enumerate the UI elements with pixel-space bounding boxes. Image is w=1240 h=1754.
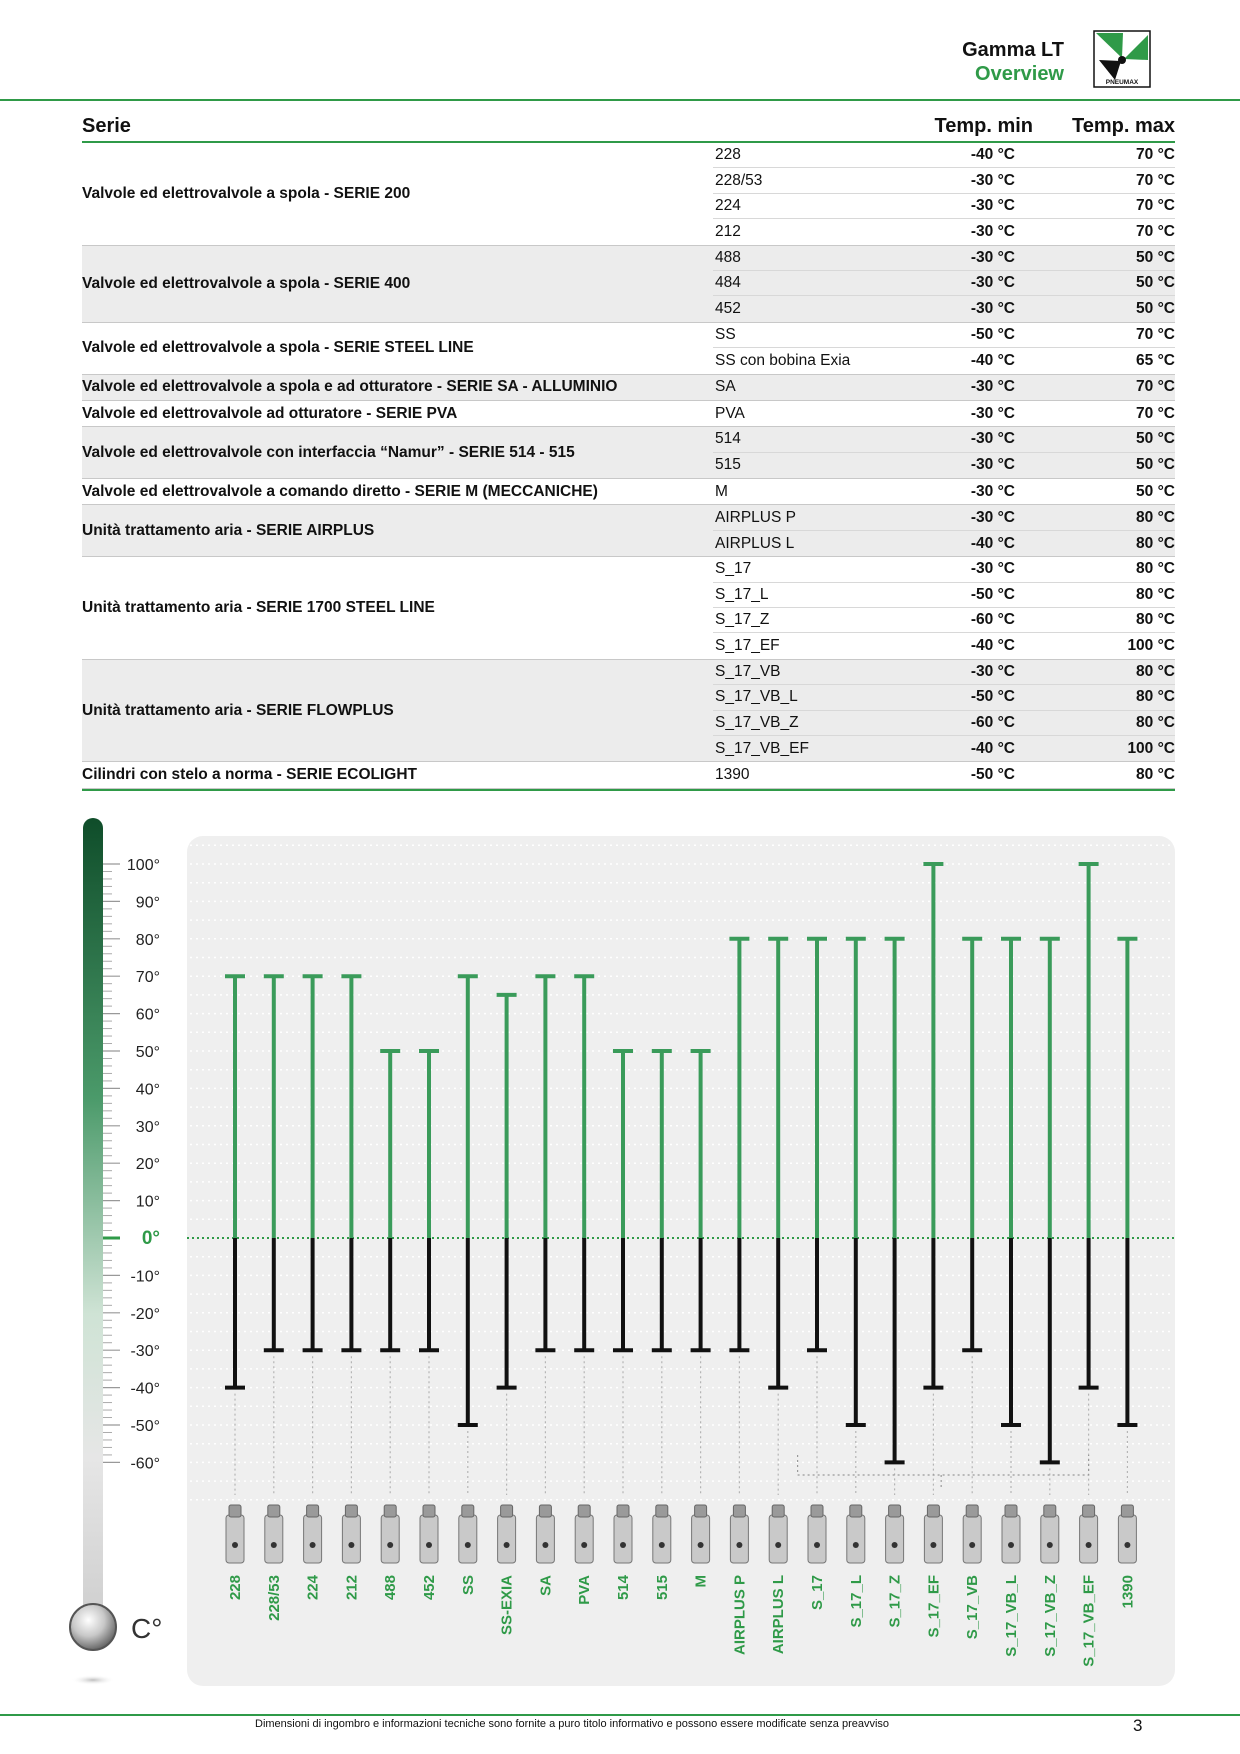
product-icon <box>963 1505 981 1563</box>
product-top <box>268 1505 280 1517</box>
product-port <box>465 1542 471 1548</box>
product-top <box>307 1505 319 1517</box>
y-tick-label: 100° <box>126 857 160 874</box>
product-body <box>886 1515 904 1563</box>
y-tick-label: 80° <box>135 931 160 949</box>
product-top <box>617 1505 629 1517</box>
group-bracket <box>798 1455 1089 1488</box>
category-label: 212 <box>343 1575 361 1601</box>
product-top <box>384 1505 396 1517</box>
product-top <box>1121 1505 1133 1517</box>
product-body <box>304 1515 322 1563</box>
product-icon <box>265 1505 283 1563</box>
product-code: S_17_VB_EF <box>715 739 809 757</box>
product-code: S_17_L <box>715 585 769 603</box>
temp-max: 80 °C <box>1136 766 1175 784</box>
y-tick-label: -30° <box>130 1343 160 1361</box>
product-body <box>265 1515 283 1563</box>
product-port <box>348 1542 354 1548</box>
product-code: S_17 <box>715 560 752 578</box>
product-port <box>698 1542 704 1548</box>
product-top <box>462 1505 474 1517</box>
product-code: S_17_VB_L <box>715 688 798 706</box>
product-code: PVA <box>715 404 745 422</box>
product-icon <box>342 1505 360 1563</box>
product-top <box>229 1505 241 1517</box>
product-icon <box>304 1505 322 1563</box>
temp-max: 70 °C <box>1136 171 1175 189</box>
product-port <box>504 1542 510 1548</box>
unit-label: C° <box>131 1613 163 1644</box>
product-body <box>381 1515 399 1563</box>
product-icon <box>1041 1505 1059 1563</box>
series-name: Valvole ed elettrovalvole con interfaccia “Namur” - SERIE 514 - 515 <box>82 443 575 461</box>
product-body <box>924 1515 942 1563</box>
temp-min: -30 °C <box>970 663 1015 680</box>
series-name: Unità trattamento aria - SERIE AIRPLUS <box>82 521 375 539</box>
temp-max: 80 °C <box>1136 534 1175 552</box>
product-body <box>498 1515 516 1563</box>
product-top <box>345 1505 357 1517</box>
product-body <box>459 1515 477 1563</box>
product-icon <box>459 1505 477 1563</box>
product-port <box>232 1542 238 1548</box>
product-body <box>1041 1515 1059 1563</box>
header-title: Gamma LT <box>962 39 1064 61</box>
y-tick-label: -50° <box>130 1418 160 1435</box>
y-tick-label: 70° <box>135 969 160 987</box>
product-top <box>656 1505 668 1517</box>
category-label: 452 <box>421 1575 438 1601</box>
product-body <box>653 1515 671 1563</box>
product-code: 484 <box>715 274 741 292</box>
product-code: SA <box>715 378 736 396</box>
product-body <box>575 1515 593 1563</box>
product-code: 224 <box>715 196 741 214</box>
temp-min: -30 °C <box>970 560 1015 578</box>
temp-max: 80 °C <box>1136 688 1175 706</box>
temp-max: 80 °C <box>1136 508 1175 526</box>
temp-min: -30 °C <box>970 430 1015 448</box>
y-tick-label: 60° <box>135 1006 160 1024</box>
product-body <box>1002 1515 1020 1563</box>
category-label: 228 <box>227 1575 244 1601</box>
product-top <box>733 1505 745 1517</box>
product-port <box>620 1542 626 1548</box>
product-port <box>969 1542 975 1548</box>
category-label: SA <box>537 1575 555 1596</box>
temp-max: 70 °C <box>1136 325 1175 343</box>
y-tick-label: 30° <box>135 1118 160 1136</box>
series-name: Valvole ed elettrovalvole ad otturatore - SERIE PVA <box>82 404 458 422</box>
footer-rule <box>0 1714 1240 1716</box>
category-label: M <box>692 1575 710 1588</box>
product-body <box>769 1515 787 1563</box>
temp-min: -40 °C <box>970 637 1015 655</box>
temp-min: -30 °C <box>970 196 1015 214</box>
temp-max: 70 °C <box>1136 404 1175 422</box>
product-body <box>614 1515 632 1563</box>
temp-max: 100 °C <box>1127 739 1175 757</box>
y-tick-label: 0° <box>141 1228 160 1249</box>
category-label: 488 <box>382 1575 400 1601</box>
temp-max: 70 °C <box>1136 146 1175 164</box>
product-port <box>271 1542 277 1548</box>
product-code: M <box>715 482 728 500</box>
product-port <box>930 1542 936 1548</box>
temp-min: -30 °C <box>970 171 1015 189</box>
temp-min: -60 °C <box>970 611 1015 629</box>
temp-max: 50 °C <box>1136 274 1175 292</box>
product-body <box>692 1515 710 1563</box>
product-port <box>736 1542 742 1548</box>
product-top <box>966 1505 978 1517</box>
product-body <box>808 1515 826 1563</box>
temp-min: -30 °C <box>970 248 1015 266</box>
product-port <box>659 1542 665 1548</box>
header-temp-max: Temp. max <box>1072 115 1175 137</box>
category-label: S_17_VB_EF <box>1080 1575 1098 1667</box>
product-body <box>536 1515 554 1563</box>
series-name: Valvole ed elettrovalvole a spola - SERIE STEEL LINE <box>82 339 474 357</box>
product-icon <box>847 1505 865 1563</box>
product-icon <box>808 1505 826 1563</box>
thermometer-shadow <box>71 1675 115 1685</box>
category-label: 514 <box>615 1575 632 1601</box>
y-tick-label: -40° <box>130 1380 160 1398</box>
product-icon <box>924 1505 942 1563</box>
temp-min: -50 °C <box>970 585 1015 603</box>
thermometer-tube <box>83 818 103 1618</box>
product-top <box>889 1505 901 1517</box>
temp-min: -40 °C <box>970 739 1015 757</box>
product-port <box>387 1542 393 1548</box>
product-top <box>927 1505 939 1517</box>
product-icon <box>536 1505 554 1563</box>
product-icon <box>498 1505 516 1563</box>
temp-min: -50 °C <box>970 688 1015 706</box>
y-tick-label: -20° <box>130 1305 160 1323</box>
category-label: S_17_VB_L <box>1003 1575 1020 1657</box>
product-body <box>420 1515 438 1563</box>
category-label: S_17_Z <box>886 1575 904 1628</box>
product-body <box>1118 1515 1136 1563</box>
product-body <box>730 1515 748 1563</box>
y-tick-label: 20° <box>135 1156 160 1174</box>
category-label: S_17 <box>809 1575 826 1611</box>
product-icon <box>1002 1505 1020 1563</box>
y-tick-label: 10° <box>135 1193 160 1211</box>
temp-max: 80 °C <box>1136 585 1175 603</box>
product-body <box>226 1515 244 1563</box>
header-subtitle: Overview <box>975 63 1064 85</box>
product-code: SS con bobina Exia <box>715 351 851 369</box>
temp-min: -30 °C <box>970 378 1015 396</box>
product-port <box>1008 1542 1014 1548</box>
y-tick-label: 90° <box>135 894 160 912</box>
category-label: 228/53 <box>265 1575 283 1621</box>
product-code: 212 <box>715 222 741 240</box>
category-label: S_17_L <box>847 1575 865 1628</box>
product-top <box>501 1505 513 1517</box>
temp-max: 50 °C <box>1136 300 1175 318</box>
page-number: 3 <box>1133 1716 1143 1735</box>
product-port <box>310 1542 316 1548</box>
header-temp-min: Temp. min <box>934 115 1033 137</box>
y-tick-label: -10° <box>130 1268 160 1286</box>
y-tick-label: -60° <box>130 1455 160 1473</box>
series-name: Unità trattamento aria - SERIE 1700 STEEL LINE <box>82 599 435 617</box>
temp-max: 50 °C <box>1136 482 1175 500</box>
series-name: Cilindri con stelo a norma - SERIE ECOLIGHT <box>82 766 418 784</box>
product-icon <box>575 1505 593 1563</box>
product-code: 515 <box>715 456 741 474</box>
temp-min: -50 °C <box>970 325 1015 343</box>
temp-min: -30 °C <box>970 274 1015 292</box>
product-top <box>539 1505 551 1517</box>
temp-max: 70 °C <box>1136 378 1175 396</box>
product-port <box>1086 1542 1092 1548</box>
temp-min: -30 °C <box>970 404 1015 422</box>
category-label: SS <box>459 1575 477 1596</box>
product-top <box>423 1505 435 1517</box>
product-icon <box>226 1505 244 1563</box>
header-series: Serie <box>82 115 131 137</box>
product-icon <box>692 1505 710 1563</box>
temp-max: 70 °C <box>1136 222 1175 240</box>
temp-min: -30 °C <box>970 456 1015 474</box>
product-top <box>578 1505 590 1517</box>
product-top <box>811 1505 823 1517</box>
temp-max: 50 °C <box>1136 430 1175 448</box>
x-axis-labels <box>226 1505 1136 1667</box>
product-top <box>772 1505 784 1517</box>
logo-text: PNEUMAX <box>1105 79 1139 86</box>
product-top <box>1005 1505 1017 1517</box>
product-code: 228 <box>715 146 741 164</box>
product-port <box>426 1542 432 1548</box>
product-code: 228/53 <box>715 171 763 189</box>
series-name: Valvole ed elettrovalvole a comando diretto - SERIE M (MECCANICHE) <box>82 482 598 500</box>
product-port <box>542 1542 548 1548</box>
series-name: Valvole ed elettrovalvole a spola e ad otturatore - SERIE SA - ALLUMINIO <box>82 378 618 396</box>
series-name: Valvole ed elettrovalvole a spola - SERIE 400 <box>82 274 411 292</box>
product-code: 514 <box>715 430 741 448</box>
category-label: AIRPLUS L <box>770 1575 788 1655</box>
footer-note: Dimensioni di ingombro e informazioni tecniche sono fornite a puro titolo informativo e possono essere modificate senza preavviso <box>255 1718 890 1730</box>
product-code: S_17_VB <box>715 663 781 680</box>
temp-min: -40 °C <box>970 534 1015 552</box>
y-tick-label: 50° <box>135 1044 160 1061</box>
category-label: S_17_VB_Z <box>1041 1575 1059 1657</box>
category-label: SS-EXIA <box>498 1575 516 1636</box>
product-code: AIRPLUS L <box>715 534 795 552</box>
product-icon <box>614 1505 632 1563</box>
temp-min: -30 °C <box>970 508 1015 526</box>
product-code: 488 <box>715 248 741 266</box>
temp-min: -30 °C <box>970 482 1015 500</box>
product-icon <box>1118 1505 1136 1563</box>
product-code: S_17_Z <box>715 611 770 629</box>
y-tick-label: 40° <box>135 1081 160 1099</box>
product-body <box>963 1515 981 1563</box>
product-port <box>853 1542 859 1548</box>
category-label: 1390 <box>1119 1575 1137 1609</box>
temp-max: 70 °C <box>1136 196 1175 214</box>
product-code: S_17_EF <box>715 637 780 655</box>
temp-min: -60 °C <box>970 713 1015 731</box>
temp-min: -30 °C <box>970 300 1015 318</box>
product-top <box>695 1505 707 1517</box>
series-name: Unità trattamento aria - SERIE FLOWPLUS <box>82 701 394 719</box>
category-label: AIRPLUS P <box>731 1575 749 1656</box>
product-code: 452 <box>715 300 741 318</box>
category-label: S_17_VB <box>964 1575 982 1640</box>
temp-min: -40 °C <box>970 351 1015 369</box>
temp-max: 65 °C <box>1136 351 1175 369</box>
thermometer-bulb <box>70 1604 116 1650</box>
product-icon <box>381 1505 399 1563</box>
temp-min: -50 °C <box>970 766 1015 784</box>
range-bars <box>225 864 1137 1495</box>
product-code: 1390 <box>715 766 750 784</box>
product-top <box>1083 1505 1095 1517</box>
product-top <box>850 1505 862 1517</box>
product-icon <box>730 1505 748 1563</box>
product-icon <box>1080 1505 1098 1563</box>
temp-max: 100 °C <box>1127 637 1175 655</box>
product-port <box>1124 1542 1130 1548</box>
temp-max: 80 °C <box>1136 611 1175 629</box>
temp-min: -30 °C <box>970 222 1015 240</box>
product-code: SS <box>715 325 736 343</box>
product-top <box>1044 1505 1056 1517</box>
temp-max: 80 °C <box>1136 663 1175 680</box>
chart-grid <box>187 845 1175 1500</box>
temp-max: 80 °C <box>1136 713 1175 731</box>
y-axis <box>103 857 160 1472</box>
product-port <box>775 1542 781 1548</box>
product-port <box>1047 1542 1053 1548</box>
category-label: PVA <box>576 1575 594 1605</box>
product-icon <box>653 1505 671 1563</box>
product-port <box>892 1542 898 1548</box>
temp-min: -40 °C <box>970 146 1015 164</box>
temp-max: 50 °C <box>1136 248 1175 266</box>
category-label: 515 <box>653 1575 671 1601</box>
product-code: AIRPLUS P <box>715 508 796 526</box>
product-body <box>342 1515 360 1563</box>
temp-max: 80 °C <box>1136 560 1175 578</box>
product-body <box>847 1515 865 1563</box>
product-icon <box>886 1505 904 1563</box>
category-label: S_17_EF <box>925 1575 943 1638</box>
product-body <box>1080 1515 1098 1563</box>
product-port <box>581 1542 587 1548</box>
temp-max: 50 °C <box>1136 456 1175 474</box>
category-label: 224 <box>304 1575 322 1601</box>
product-port <box>814 1542 820 1548</box>
product-icon <box>769 1505 787 1563</box>
series-name: Valvole ed elettrovalvole a spola - SERIE 200 <box>82 184 411 202</box>
product-code: S_17_VB_Z <box>715 713 799 731</box>
product-icon <box>420 1505 438 1563</box>
